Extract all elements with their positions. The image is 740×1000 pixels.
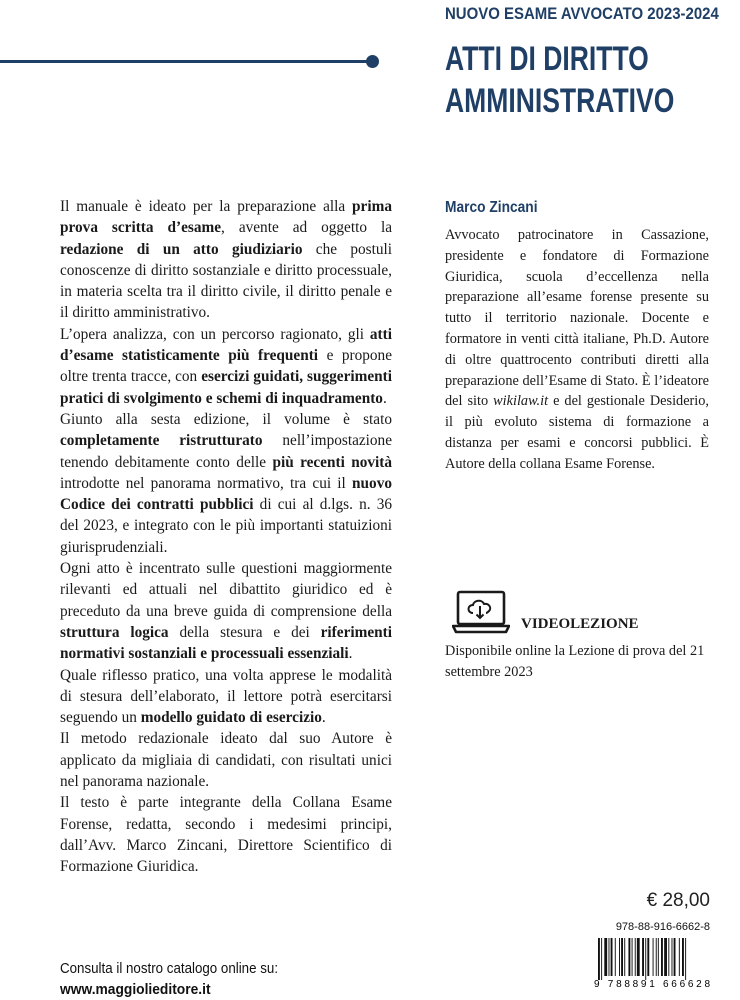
description-bold-text: redazione di un atto giudiziario	[60, 240, 303, 258]
barcode-bar	[621, 938, 623, 976]
barcode-bar	[598, 938, 600, 980]
author-name: Marco Zincani	[445, 199, 538, 216]
barcode-bar	[615, 938, 616, 976]
description-text: Ogni atto è incentrato sulle questioni maggiormente rilevanti ed attuali nel dibattito giuridico ed è preceduto da una breve guida di comprensione della	[60, 560, 392, 620]
description-text: della stesura e dei	[168, 623, 321, 641]
description-text: Giunto alla sesta edizione, il volume è stato	[60, 410, 392, 428]
barcode-bar	[661, 938, 663, 976]
description-paragraph	[60, 558, 392, 664]
description-bold-text: atti d’esame statisticamente più frequenti	[60, 325, 392, 365]
series-heading: NUOVO ESAME AVVOCATO 2023-2024	[445, 4, 719, 23]
description-paragraph	[60, 324, 392, 409]
barcode-bar	[668, 938, 669, 976]
description-text: .	[382, 389, 387, 407]
barcode-bar	[656, 938, 657, 976]
barcode-bar	[609, 938, 610, 976]
description-text: Il metodo redazionale ideato dal suo Autore è applicato da migliaia di candidati, con risultati unici nel panorama nazionale.	[60, 730, 392, 791]
barcode-bar	[658, 938, 659, 976]
description-text: nell’impostazione tenendo debitamente conto delle	[60, 432, 392, 471]
barcode-bar	[682, 938, 684, 976]
video-lesson-text: Disponibile online la Lezione di prova del 21 settembre 2023	[445, 643, 705, 680]
barcode-bar	[619, 938, 620, 976]
barcode-bar	[664, 938, 667, 976]
description-text: Il testo è parte integrante della Collana Esame Forense, redatta, secondo i medesimi principi, dall’Avv. Marco Zincani, Direttore Scientifico di Formazione Giuridica.	[60, 794, 392, 876]
author-bio-part-2: e del gestionale Desiderio, il più evoluto sistema di formazione a distanza per esami e concorsi pubblici. È Autore della collana Esame Forense.	[445, 393, 709, 472]
description-text: che postuli conoscenze di diritto sostanziale e diritto processuale, in materia scelta tra il diritto civile, il diritto penale e il diritto amministrativo.	[60, 240, 392, 322]
book-description	[60, 196, 392, 878]
barcode-bar	[635, 938, 636, 976]
author-bio-part-1: Avvocato patrocinatore in Cassazione, presidente e fondatore di Formazione Giuridica, scuola d’eccellenza nella preparazione all’esame forense presente su tutto il territorio nazionale. Docente e formatore in venti città italiane, Ph.D. Autore di oltre quattrocento contributi diretti alla preparazione dell’Esame di Stato. È l’ideatore del sito	[445, 227, 709, 410]
description-paragraph	[60, 196, 392, 324]
isbn: 978-88-916-6662-8	[615, 921, 710, 933]
barcode-bar	[632, 938, 633, 976]
barcode-digits: 9 788891 666628	[594, 979, 710, 988]
description-text: , avente ad oggetto la	[221, 219, 392, 237]
barcode-bar	[624, 938, 625, 976]
description-bold-text: riferimenti normativi sostanziali e processuali essenziali	[60, 623, 392, 663]
description-text: .	[348, 645, 353, 663]
description-text: Quale riflesso pratico, una volta apprese le modalità di stesura dell’elaborato, il lettore potrà esercitarsi seguendo un	[60, 666, 392, 727]
video-lesson-label: VIDEOLEZIONE	[521, 616, 639, 632]
barcode-bar	[604, 938, 607, 976]
barcode-bar	[679, 938, 680, 976]
barcode-bar	[674, 938, 676, 976]
description-paragraph	[60, 792, 392, 877]
barcode-bar	[685, 938, 686, 980]
barcode-bar	[637, 938, 640, 976]
top-divider-line	[0, 60, 372, 63]
barcode-bar	[653, 938, 654, 976]
description-bold-text: completamente ristrutturato	[60, 432, 263, 450]
barcode-bar	[611, 938, 613, 976]
barcode-bar	[645, 938, 646, 980]
description-paragraph	[60, 665, 392, 729]
author-bio	[445, 225, 709, 475]
description-bold-text: struttura logica	[60, 623, 169, 641]
description-text: introdotte nel panorama normativo, tra cui il	[60, 474, 353, 492]
barcode-bar	[647, 938, 649, 976]
book-title-line-2: AMMINISTRATIVO	[445, 82, 675, 120]
book-title-line-1: ATTI DI DIRITTO	[445, 40, 649, 78]
description-text: e propone oltre trenta tracce, con	[60, 347, 392, 386]
barcode-bar	[628, 938, 630, 976]
description-bold-text: esercizi guidati, suggerimenti pratici di svolgimento e schemi di inquadramento	[60, 368, 392, 407]
price: € 28,00	[646, 890, 710, 911]
cloud-download-laptop-icon	[452, 590, 510, 636]
barcode-icon	[594, 938, 712, 988]
description-bold-text: più recenti novità	[272, 453, 393, 471]
description-text: Il manuale è ideato per la preparazione alla	[60, 198, 353, 215]
description-bold-text: nuovo Codice dei contratti pubblici	[60, 474, 392, 514]
description-text: L’opera analizza, con un percorso ragionato, gli	[60, 325, 370, 343]
author-bio-site: wikilaw.it	[493, 393, 549, 410]
description-text: di cui al d.lgs. n. 36 del 2023, e integrato con le più importanti statuizioni giurisprudenziali.	[60, 496, 392, 556]
catalog-label: Consulta il nostro catalogo online su:	[60, 961, 279, 977]
book-title	[445, 38, 674, 122]
description-paragraph	[60, 409, 392, 558]
barcode-bar	[672, 938, 673, 976]
barcode-bar	[642, 938, 644, 976]
description-text: .	[321, 709, 326, 727]
barcode-bar	[601, 938, 602, 980]
top-divider-dot	[366, 55, 379, 68]
description-bold-text: modello guidato di esercizio	[140, 709, 322, 727]
publisher-website[interactable]: www.maggiolieditore.it	[60, 981, 211, 998]
description-bold-text: prima prova scritta d’esame	[60, 198, 392, 237]
description-paragraph	[60, 728, 392, 792]
